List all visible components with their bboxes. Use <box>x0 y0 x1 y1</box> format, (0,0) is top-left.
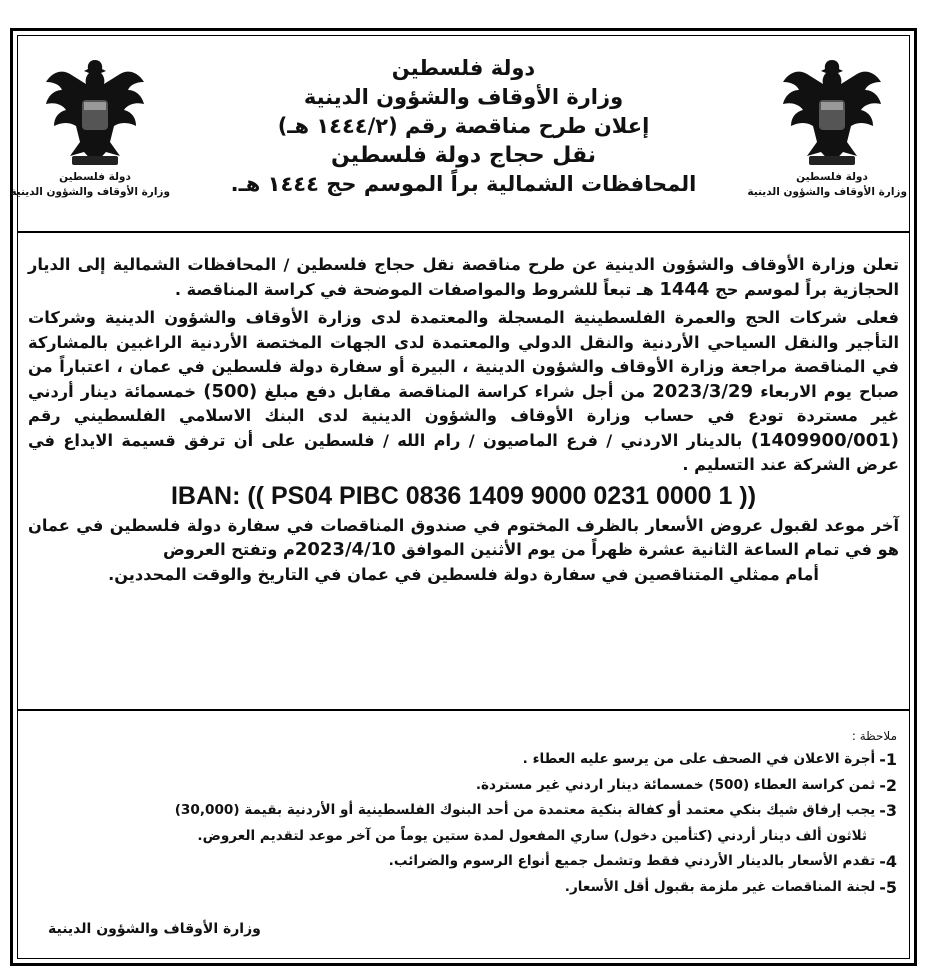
note-number: 4- <box>879 852 897 871</box>
announcement-frame <box>10 28 917 966</box>
emblem-label-ministry: وزارة الأوقاف والشؤون الدينية <box>10 186 170 198</box>
note-item <box>30 798 897 824</box>
emblem-label-state: دولة فلسطين <box>59 171 131 183</box>
deposit-text: خمسمائة دينار أردني غير مستردة تودع في حساب وزارة الأوقاف والشؤون الدينية لدى البنك الاسلامي الفلسطيني رقم <box>28 381 899 425</box>
note-number: 3- <box>879 801 897 820</box>
intro-text: تعلن وزارة الأوقاف والشؤون الدينية عن طرح مناقصة نقل حجاج فلسطين / المحافظات الشمالية إلى الديار الحجازية براً لموسم حج <box>28 255 899 299</box>
note-continuation: ثلاثون ألف دينار أردني (كتأمين دخول) ساري المفعول لمدة ستين يوماً من آخر موعد لتقديم العروض. <box>197 827 867 844</box>
note-text: لجنة المناقصات غير ملزمة بقبول أقل الأسعار. <box>564 878 876 895</box>
purchase-text: من أجل شراء كراسة المناقصة مقابل دفع مبلغ <box>264 381 646 401</box>
header-state-name: دولة فلسطين <box>391 56 536 80</box>
body-paragraph-intro <box>28 253 899 302</box>
note-item <box>30 747 897 773</box>
body-paragraph-deadline <box>28 514 899 563</box>
body-paragraph-opening: أمام ممثلي المتناقصين في سفارة دولة فلسطين في عمان في التاريخ والوقت المحددين. <box>108 564 819 584</box>
notes-title: ملاحظة : <box>851 729 897 743</box>
emblem-left <box>10 52 170 200</box>
emblem-right <box>747 52 907 200</box>
eagle-emblem-icon <box>40 52 150 170</box>
note-text: تقدم الأسعار بالدينار الأردني فقط وتشمل جميع أنواع الرسوم والضرائب. <box>388 853 876 869</box>
note-number: 2- <box>879 775 897 795</box>
header-ministry-name: وزارة الأوقاف والشؤون الدينية <box>303 85 624 109</box>
header-tender-number: إعلان طرح مناقصة رقم (١٤٤٤/٢ هـ) <box>277 114 650 138</box>
note-item <box>30 773 897 799</box>
ministry-signature: وزارة الأوقاف والشؤون الدينية <box>48 920 261 937</box>
body-paragraph-eligibility <box>28 306 899 478</box>
note-number: 5- <box>879 877 897 897</box>
announcement-header <box>10 36 909 233</box>
header-tender-subject: نقل حجاج دولة فلسطين <box>330 143 597 168</box>
booklet-price: (500) <box>203 380 258 402</box>
iban-number: IBAN: (( PS04 PIBC 0836 1409 9000 0231 0000 1 )) <box>170 481 757 510</box>
bank-account-number: (1409900/001) <box>750 429 899 451</box>
note-item <box>30 875 897 901</box>
deadline-date: 2023/4/10 <box>294 539 396 560</box>
deadline-text: آخر موعد لقبول عروض الأسعار بالظرف المختوم في صندوق المناقصات في سفارة دولة فلسطين في عمان هو في تمام الساعة الثانية عشرة ظهراً من يوم الأثنين الموافق <box>28 515 899 559</box>
eligibility-text: فعلى شركات الحج والعمرة الفلسطينية المسجلة والمعتمدة لدى وزارة الأوقاف والشؤون الدينية وشركات التأجير والنقل السياحي الأردنية والنقل الدولي والمعتمدة لدى الجهات المختصة الأردنية الراغبين بالمشاركة في المناقصة مراجعة وزارة الأوقاف والشؤون الدينية ، البيرة أو سفارة دولة فلسطين في عمان ، اعتباراً من صباح يوم الاربعاء <box>28 308 899 401</box>
deadline-text-mid: م وتفتح العروض <box>162 540 295 559</box>
note-number: 1- <box>879 750 897 769</box>
intro-text-end: هـ تبعاً للشروط والمواصفات الموضحة في كراسة المناقصة . <box>174 279 654 299</box>
notes-section <box>18 713 909 958</box>
eagle-emblem-icon <box>777 52 887 170</box>
note-text: أجرة الاعلان في الصحف على من يرسو عليه العطاء . <box>522 751 876 767</box>
announcement-body <box>18 233 909 711</box>
announcement-inner-frame <box>10 35 910 959</box>
header-tender-scope: المحافظات الشمالية براً الموسم حج ١٤٤٤ هـ. <box>230 172 697 196</box>
note-item <box>30 849 897 875</box>
purchase-start-date: 2023/3/29 <box>652 380 754 402</box>
note-text: ثمن كراسة العطاء (500) خمسمائة دينار اردني غير مستردة. <box>475 776 876 793</box>
hajj-year: 1444 <box>659 278 710 300</box>
emblem-label-ministry: وزارة الأوقاف والشؤون الدينية <box>747 186 907 198</box>
deposit-branch-text: بالدينار الاردني / فرع الماصيون / رام الله / فلسطين على أن ترفق قسيمة الايداع في عرض الشركة عند التسليم . <box>28 430 899 474</box>
header-title-block <box>188 54 739 199</box>
note-text: يجب إرفاق شيك بنكي معتمد أو كفالة بنكية معتمدة من أحد البنوك الفلسطينية أو الأردنية بقيمة (30,000) <box>174 802 876 818</box>
emblem-label-state: دولة فلسطين <box>796 171 868 183</box>
